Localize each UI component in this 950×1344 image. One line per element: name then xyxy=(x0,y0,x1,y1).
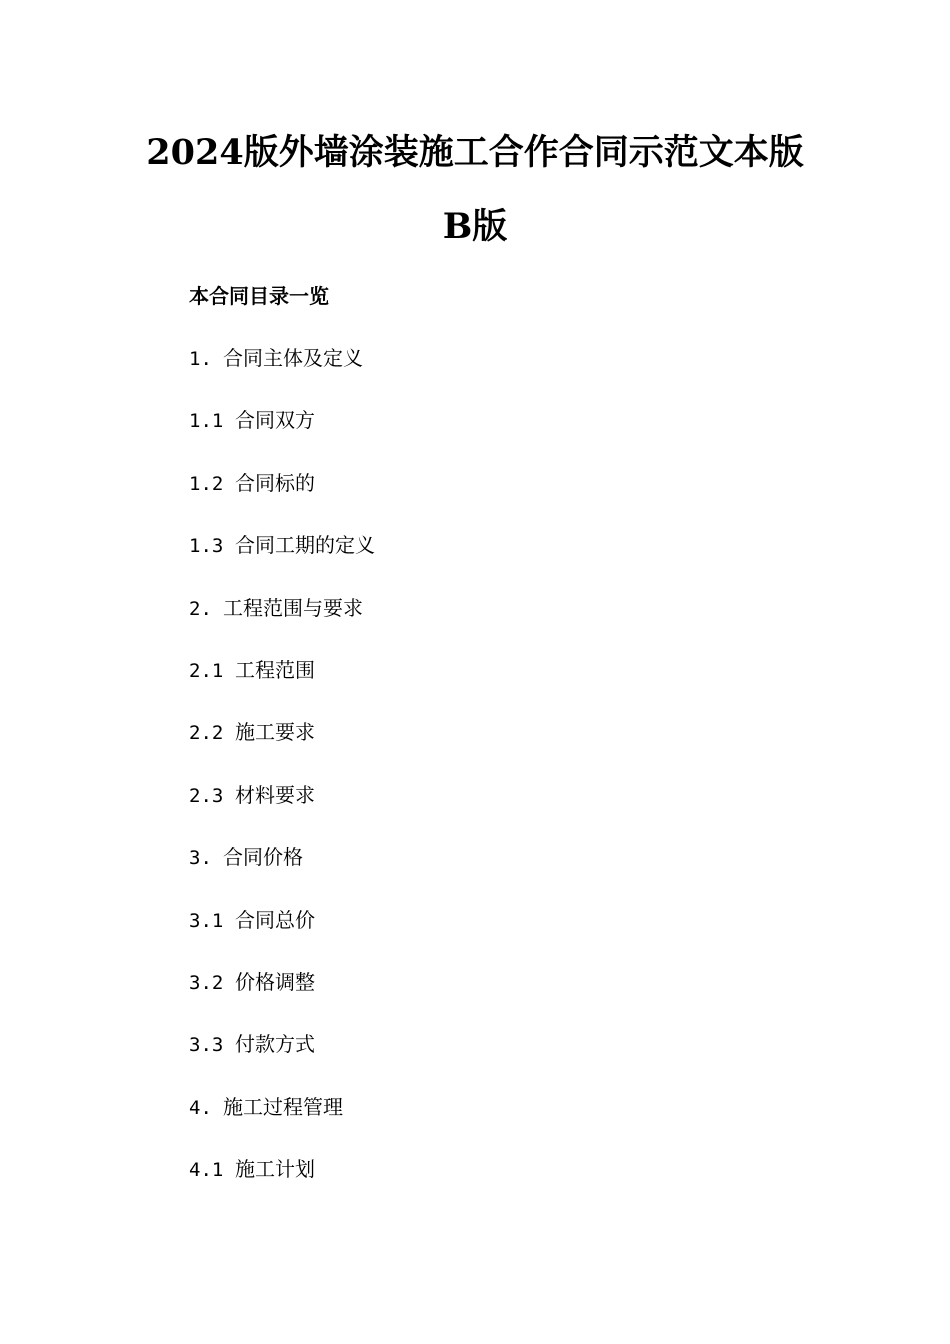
toc-item-number: 4.1 xyxy=(189,1159,224,1182)
toc-item xyxy=(189,407,375,469)
toc-item-text: 付款方式 xyxy=(235,1032,315,1057)
toc-item xyxy=(189,844,375,906)
toc-item-number: 2.1 xyxy=(189,659,224,682)
toc-item xyxy=(189,345,375,407)
toc-list xyxy=(189,345,375,1218)
toc-item-number: 3.1 xyxy=(189,909,224,932)
toc-item xyxy=(189,969,375,1031)
toc-item-number: 3. xyxy=(189,847,212,870)
toc-item-text: 合同工期的定义 xyxy=(235,533,375,558)
document-title-line2: B版 xyxy=(442,206,508,247)
toc-item-text: 合同总价 xyxy=(235,907,315,932)
toc-item-text: 价格调整 xyxy=(235,969,315,994)
toc-item-text: 合同双方 xyxy=(235,408,315,433)
toc-item xyxy=(189,907,375,969)
toc-item-number: 1. xyxy=(189,348,212,370)
toc-item xyxy=(189,470,375,532)
toc-item xyxy=(189,1031,375,1093)
toc-item-number: 2.2 xyxy=(189,722,224,745)
toc-item xyxy=(189,719,375,781)
toc-item-text: 施工计划 xyxy=(235,1157,315,1182)
toc-item-text: 合同主体及定义 xyxy=(223,346,363,370)
toc-item xyxy=(189,782,375,844)
toc-item xyxy=(189,1156,375,1218)
toc-item-number: 1.3 xyxy=(189,535,224,558)
toc-item xyxy=(189,595,375,657)
toc-item-number: 1.2 xyxy=(189,472,224,495)
toc-heading: 本合同目录一览 xyxy=(189,284,329,308)
toc-item xyxy=(189,657,375,719)
toc-item-text: 合同价格 xyxy=(223,845,303,870)
toc-item-number: 3.2 xyxy=(189,971,224,994)
toc-item xyxy=(189,1094,375,1156)
toc-item-text: 施工要求 xyxy=(235,720,315,745)
toc-item xyxy=(189,532,375,594)
toc-item-text: 施工过程管理 xyxy=(223,1094,343,1119)
toc-item-number: 2. xyxy=(189,597,212,620)
toc-item-number: 4. xyxy=(189,1096,212,1119)
toc-item-number: 3.3 xyxy=(189,1034,224,1057)
toc-item-text: 工程范围 xyxy=(235,657,315,682)
document-title-line1: 2024版外墙涂装施工合作合同示范文本版 xyxy=(146,132,804,173)
toc-item-number: 1.1 xyxy=(189,410,224,433)
toc-item-text: 材料要求 xyxy=(235,782,315,807)
toc-item-number: 2.3 xyxy=(189,784,224,807)
toc-item-text: 工程范围与要求 xyxy=(223,595,363,620)
toc-item-text: 合同标的 xyxy=(235,470,315,495)
